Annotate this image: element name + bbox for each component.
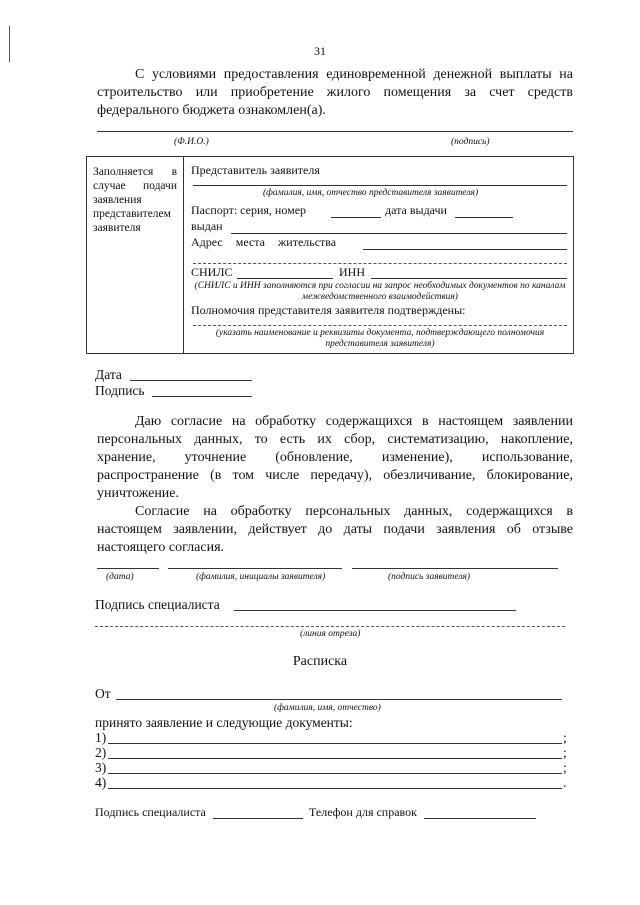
consent-date-field[interactable] [97, 568, 159, 569]
representative-box [86, 156, 574, 354]
document-item-2-field[interactable] [108, 758, 562, 759]
document-item-1-field[interactable] [108, 743, 562, 744]
page-number: 31 [314, 44, 326, 58]
inn-label: ИНН [339, 265, 365, 279]
issued-by-field[interactable] [231, 233, 567, 234]
address-field-2[interactable] [193, 263, 567, 264]
authority-label: Полномочия представителя заявителя подтверждены: [191, 303, 466, 317]
authority-field[interactable] [193, 325, 567, 326]
consent-signature-caption: (подпись заявителя) [388, 572, 471, 582]
accepted-text: принято заявление и следующие документы: [95, 715, 353, 730]
signature-field[interactable] [152, 396, 252, 397]
address-label: Адрес места жительства [191, 235, 337, 249]
consent-signature-field[interactable] [352, 568, 558, 569]
snils-note: (СНИЛС и ИНН заполняются при согласии на запрос необходимых документов по каналам межведомственного взаимодействия) [194, 281, 566, 302]
receipt-title: Расписка [292, 654, 348, 669]
consent-name-field[interactable] [168, 568, 342, 569]
intro-text: С условиями предоставления единовременной денежной выплаты на строительство или приобретение жилого помещения за счет средств федерального бюджета ознакомлен(а). [97, 67, 573, 118]
representative-fields [185, 157, 573, 353]
document-item-4-field[interactable] [108, 788, 562, 789]
document-item-4-number: 4) [95, 775, 107, 790]
representative-title: Представитель заявителя [191, 163, 320, 177]
issue-date-field[interactable] [455, 217, 513, 218]
representative-name-field[interactable] [193, 185, 567, 186]
document-item-2-end: ; [563, 745, 567, 760]
signature-label: Подпись [95, 383, 145, 398]
address-field[interactable] [363, 249, 567, 250]
consent-paragraph-2: Согласие на обработку персональных данных, содержащихся в настоящем заявлении, действует до даты подачи заявления об отзыве настоящего согласия. [97, 504, 573, 555]
cut-line-caption: (линия отреза) [300, 629, 361, 639]
passport-label: Паспорт: серия, номер [191, 203, 307, 217]
snils-field[interactable] [237, 278, 333, 279]
document-item-2-number: 2) [95, 745, 107, 760]
snils-label: СНИЛС [191, 265, 233, 279]
from-field[interactable] [116, 699, 562, 700]
from-label: От [95, 686, 111, 701]
representative-name-caption: (фамилия, имя, отчество представителя заявителя) [263, 188, 479, 198]
issued-by-label: выдан [191, 219, 223, 233]
from-caption: (фамилия, имя, отчество) [274, 703, 381, 713]
phone-field[interactable] [424, 818, 536, 819]
specialist-signature-field[interactable] [234, 610, 516, 611]
document-item-1-number: 1) [95, 730, 107, 745]
document-item-3-end: ; [563, 760, 567, 775]
receipt-specialist-signature-field[interactable] [213, 818, 303, 819]
specialist-signature-label: Подпись специалиста [95, 597, 220, 612]
consent-paragraph-1: Даю согласие на обработку содержащихся в настоящем заявлении персональных данных, то есть их сбор, систематизацию, накопление, хранение, уточнение (обновление, изменение), использование, распространение (в том числе передачу), обезличивание, блокирование, уничтожение. [97, 414, 573, 501]
document-item-3-field[interactable] [108, 773, 562, 774]
representative-side-label: Заполняется в случае подачи заявления представителем заявителя [87, 157, 184, 353]
authority-caption: (указать наименование и реквизиты документа, подтверждающего полномочия представителя заявителя) [215, 328, 545, 349]
signature-caption: (подпись) [451, 137, 490, 147]
fio-signature-line[interactable] [97, 131, 573, 132]
date-field[interactable] [130, 380, 252, 381]
phone-label: Телефон для справок [309, 805, 417, 819]
issue-date-label: дата выдачи [385, 203, 447, 217]
document-item-3-number: 3) [95, 760, 107, 775]
document-item-1-end: ; [563, 730, 567, 745]
document-item-4-end: . [563, 775, 567, 790]
consent-name-caption: (фамилия, инициалы заявителя) [196, 572, 326, 582]
date-label: Дата [95, 367, 122, 382]
cut-line [95, 626, 565, 627]
consent-date-caption: (дата) [106, 572, 134, 582]
fio-caption: (Ф.И.О.) [174, 137, 209, 147]
receipt-specialist-signature-label: Подпись специалиста [95, 805, 206, 819]
inn-field[interactable] [371, 278, 567, 279]
consent-text [97, 413, 573, 557]
passport-number-field[interactable] [331, 217, 381, 218]
